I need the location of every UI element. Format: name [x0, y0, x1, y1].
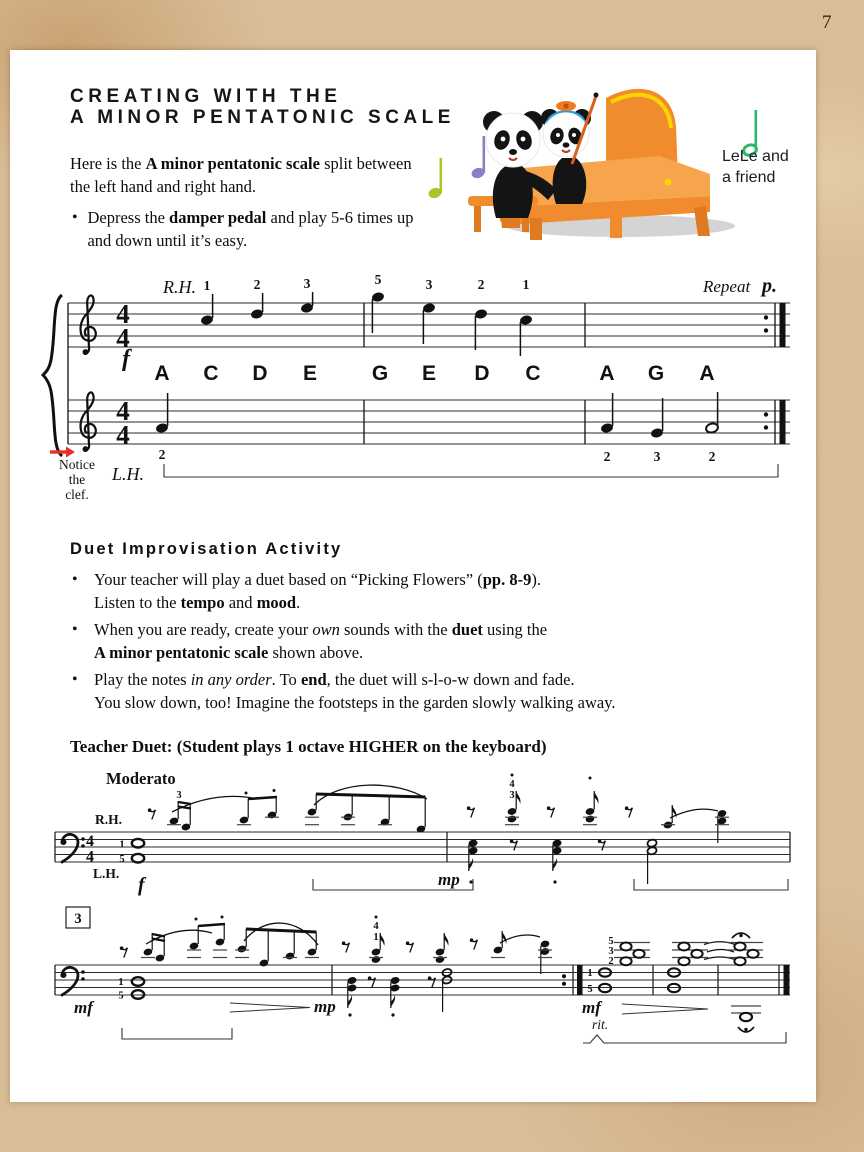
svg-text:4: 4 — [509, 779, 515, 790]
colored-note-purple — [470, 136, 485, 180]
lh-phrase-bracket — [164, 464, 778, 477]
melody-measure-1 — [148, 785, 427, 833]
intro-bold: A minor pentatonic scale — [145, 154, 320, 173]
note-letter: D — [474, 362, 490, 385]
txt: You slow down, too! Imagine the footsteps in the garden slowly walking away. — [94, 693, 616, 712]
txt: Play the notes — [94, 670, 191, 689]
txt-bold: pp. 8-9 — [482, 570, 532, 589]
txt: . — [296, 593, 301, 612]
mf-dynamic: mf — [582, 998, 601, 1017]
finger-number: 1 — [119, 839, 125, 851]
svg-text:3: 3 — [509, 790, 515, 801]
title-line-1: CREATING WITH THE — [70, 86, 342, 107]
rh-notes — [200, 291, 533, 356]
decrescendo-hairpin — [622, 1004, 708, 1014]
bullet-text — [94, 568, 541, 614]
txt: Depress the — [87, 208, 170, 227]
held-whole-notes — [132, 839, 144, 863]
lower-staff-lines — [68, 400, 790, 444]
teacher-duet-line-2 — [0, 900, 864, 1070]
svg-text:3: 3 — [608, 946, 614, 957]
repeat-label: Repeat — [703, 277, 751, 296]
txt-bold: mood — [256, 593, 297, 612]
activity-bullet-1 — [72, 568, 712, 614]
note-letter: A — [699, 362, 715, 385]
lh-label: L.H. — [112, 464, 145, 484]
txt-bold: duet — [451, 620, 483, 639]
txt: and — [224, 593, 257, 612]
finger-number: 2 — [477, 277, 485, 292]
rh-label: R.H. — [95, 812, 122, 827]
note-letter: G — [371, 362, 389, 385]
mp-dynamic: mp — [438, 870, 460, 889]
melody-measure-3 — [120, 916, 319, 968]
txt-bold: damper pedal — [169, 208, 267, 227]
notice-text: Notice — [59, 457, 95, 472]
accompaniment-chords — [468, 839, 658, 884]
finger-number: 2 — [708, 449, 716, 464]
lh-notes — [155, 392, 719, 439]
time-signature-top: 4 — [86, 833, 94, 850]
phrase-bracket — [634, 879, 788, 890]
lh-label: L.H. — [93, 866, 120, 881]
svg-text:1: 1 — [587, 968, 593, 979]
note-letter: C — [203, 362, 219, 385]
intro-paragraph — [70, 152, 422, 198]
finger-number: 5 — [374, 272, 382, 287]
intro-text: the left hand and right hand. — [70, 177, 257, 196]
note-letter: E — [421, 362, 437, 385]
txt: . To — [271, 670, 301, 689]
time-signature-top: 4 — [116, 396, 130, 426]
pentatonic-scale-score — [0, 260, 864, 515]
finger-number: 2 — [158, 447, 166, 462]
bullet-glyph: • — [72, 571, 78, 588]
activity-bullet-2 — [72, 618, 712, 664]
txt: Your teacher will play a duet based on “Picking Flowers” ( — [94, 570, 483, 589]
melody-measure-2 — [467, 774, 729, 844]
intro-text: split between — [319, 154, 412, 173]
svg-text:2: 2 — [608, 956, 614, 967]
tempo-marking: Moderato — [106, 769, 176, 788]
bass-clef-icon — [61, 834, 85, 862]
teacher-duet-line-1 — [0, 760, 864, 900]
svg-text:1: 1 — [373, 932, 379, 943]
bullet-glyph: • — [72, 209, 78, 226]
intro-text: Here is the — [70, 154, 146, 173]
colored-note-olive — [427, 158, 442, 200]
note-letter: C — [525, 362, 541, 385]
bass-clef-icon — [61, 967, 85, 995]
svg-text:5: 5 — [587, 984, 593, 995]
txt: , the duet will s-l-o-w down and fade. — [326, 670, 575, 689]
txt: and play 5-6 times — [266, 208, 393, 227]
bullet-text — [94, 618, 547, 664]
ritardando-marking: rit. — [592, 1017, 609, 1032]
activity-heading: Duet Improvisation Activity — [70, 540, 343, 558]
finger-number: 3 — [653, 449, 661, 464]
bullet-glyph: • — [72, 621, 78, 638]
activity-bullet-3 — [72, 668, 732, 714]
finger-number: 1 — [203, 278, 211, 293]
finger-number: 1 — [118, 977, 124, 988]
bullet-glyph: • — [72, 671, 78, 688]
intro-bullet-text — [87, 206, 432, 252]
time-signature-top: 4 — [116, 299, 130, 329]
bullet-text — [94, 668, 616, 714]
time-signature-bottom: 4 — [116, 420, 130, 450]
svg-text:4: 4 — [373, 921, 379, 932]
accompaniment-chords-m4 — [347, 968, 453, 1017]
txt: Listen to the — [94, 593, 181, 612]
note-letter: G — [647, 362, 665, 385]
repeat-piano-dynamic: p. — [762, 275, 777, 297]
note-letter: A — [154, 362, 170, 385]
final-chords — [587, 933, 763, 1032]
txt: ). — [531, 570, 541, 589]
decrescendo-hairpin — [230, 1003, 310, 1012]
intro-bullet — [72, 206, 432, 252]
note-letter: D — [252, 362, 268, 385]
measure-number: 3 — [74, 911, 82, 927]
caption-line-1: LeLe and — [722, 148, 789, 165]
page-number: 7 — [822, 12, 832, 33]
caption-line-2: a friend — [722, 169, 776, 186]
txt: sounds with the — [339, 620, 452, 639]
txt: shown above. — [268, 643, 364, 662]
txt-italic: own — [312, 620, 340, 639]
phrase-bracket-with-caret — [583, 1032, 786, 1043]
txt-italic: in any order — [190, 670, 272, 689]
rh-label: R.H. — [163, 277, 196, 297]
finger-number: 5 — [118, 990, 124, 1002]
teacher-duet-heading: Teacher Duet: (Student plays 1 octave HIGHER on the keyboard) — [70, 737, 547, 756]
txt-bold: end — [300, 670, 327, 689]
finger-number: 3 — [303, 276, 311, 291]
phrase-bracket — [122, 1028, 232, 1039]
staff-lines — [55, 832, 790, 862]
grand-staff-brace — [43, 295, 62, 456]
mp-dynamic: mp — [314, 997, 336, 1016]
finger-number: 2 — [603, 449, 611, 464]
finger-number: 5 — [119, 854, 125, 865]
svg-text:3: 3 — [176, 790, 182, 801]
txt-bold: tempo — [180, 593, 225, 612]
txt: When you are ready, create your — [94, 620, 313, 639]
finger-number: 1 — [522, 277, 530, 292]
notice-text: clef. — [65, 487, 89, 502]
forte-dynamic: f — [138, 874, 145, 896]
txt-bold: A minor pentatonic scale — [94, 643, 269, 662]
illustration-caption — [722, 146, 789, 188]
note-letter: E — [302, 362, 318, 385]
finger-number: 3 — [425, 277, 433, 292]
time-signature-bottom: 4 — [86, 848, 94, 866]
page-title — [70, 86, 455, 128]
forte-dynamic: f — [122, 346, 130, 372]
title-line-2: A MINOR PENTATONIC SCALE — [70, 107, 455, 128]
time-signature-bottom: 4 — [116, 323, 130, 353]
svg-text:5: 5 — [608, 936, 614, 947]
notice-clef-arrow-icon — [50, 447, 75, 458]
txt: using the — [482, 620, 548, 639]
note-letter: A — [599, 362, 615, 385]
notice-text: the — [68, 472, 86, 487]
finger-number: 2 — [253, 277, 261, 292]
mf-dynamic: mf — [74, 998, 93, 1017]
txt: up and down until it’s easy. — [87, 208, 414, 250]
